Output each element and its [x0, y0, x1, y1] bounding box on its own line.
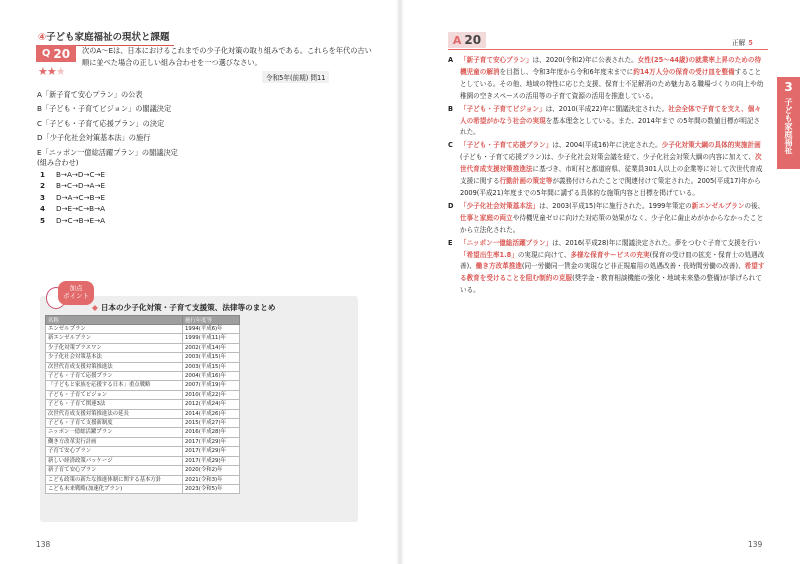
- table-cell-year: 2003(平成15)年: [183, 353, 240, 362]
- combo-number: 1: [40, 170, 46, 179]
- table-cell-year: 2020(令和2)年: [183, 466, 240, 475]
- highlight-text: 行動計画の策定等: [499, 177, 553, 186]
- combo-sequence: D→C→B→E→A: [56, 215, 106, 225]
- explanation-b: [448, 104, 766, 140]
- table-row: [46, 437, 240, 446]
- para-letter: A: [448, 56, 454, 64]
- highlight-text: 「子ども・子育てビジョン」: [460, 104, 546, 113]
- table-cell-year: 2016(平成28)年: [183, 428, 240, 437]
- page-number-left: 138: [36, 540, 51, 549]
- body-text: を基本理念としている。また、2014年まで の5年間の数値目標が明記された。: [460, 116, 761, 137]
- question-text: 次のA～Eは、日本におけるこれまでの少子化対策の取り組みである。これらを年代の古い順に並べた場合の正しい組み合わせを一つ選びなさい。: [82, 46, 372, 67]
- combo-number: 5: [40, 215, 46, 225]
- body-text: (子ども・子育て応援プラン)は、少子化社会対策会議を経て、少子化社会対策大綱の内容に加えて、: [460, 153, 756, 162]
- table-cell-name: 新しい経済政策パッケージ: [46, 456, 183, 465]
- stars-empty: ★: [55, 65, 65, 78]
- highlight-text: 「新子育て安心プラン」: [460, 56, 533, 64]
- body-text: (同一労働同一賃金の実現など非正規雇用の処遇改善・長時間労働の改善)、: [521, 262, 745, 271]
- question-options: [37, 88, 178, 160]
- combo-item: [40, 215, 105, 226]
- combo-sequence: B→A→D→C→E: [56, 170, 106, 179]
- table-cell-year: 2004(平成16)年: [183, 372, 240, 381]
- table-row: [46, 409, 240, 418]
- question-badge: [36, 45, 76, 62]
- book-spine: [396, 0, 404, 564]
- answer-badge: [448, 32, 486, 48]
- table-row: [46, 400, 240, 409]
- explanation-d: [448, 201, 766, 237]
- point-pill: [58, 281, 94, 305]
- table-cell-name: 新子育て安心プラン: [46, 466, 183, 475]
- table-header-row: [46, 316, 240, 325]
- explanation-e: [448, 238, 766, 298]
- combo-item: [40, 192, 105, 203]
- option-b: B「子ども・子育てビジョン」の閣議決定: [37, 104, 172, 114]
- combo-number: 2: [40, 181, 46, 191]
- body-text: は、2003(平成15)年に施行された。1999年策定の: [539, 201, 692, 210]
- correct-label: 正解: [732, 39, 746, 47]
- table-cell-year: 2010(平成22)年: [183, 390, 240, 399]
- table-cell-year: 2014(平成26)年: [183, 409, 240, 418]
- correct-answer: [732, 37, 753, 47]
- table-cell-name: 少子化対策プラスワン: [46, 343, 183, 352]
- highlight-text: 新エンゼルプラン: [691, 201, 745, 210]
- highlight-text: 「ニッポン一億総活躍プラン」: [460, 238, 553, 247]
- table-cell-name: 子ども・子育てビジョン: [46, 390, 183, 399]
- body-text: の実現に向けて、: [517, 250, 571, 259]
- table-row: [46, 362, 240, 371]
- combo-number: 3: [40, 192, 46, 202]
- table-row: [46, 484, 240, 493]
- chapter-side-tab: [777, 77, 800, 169]
- table-cell-year: 2003(平成15)年: [183, 362, 240, 371]
- explanation-c: [448, 140, 766, 200]
- point-badge: [46, 281, 94, 311]
- col-year: 施行年度等: [183, 316, 240, 325]
- correct-value: 5: [748, 39, 753, 47]
- table-cell-year: 2017(平成29)年: [183, 437, 240, 446]
- highlight-text: 次世代育成支援対策推進法: [460, 153, 762, 174]
- table-cell-name: 子ども・子育て応援プラン: [46, 372, 183, 381]
- body-text: は、2016(平成28)年に閣議決定された。夢をつむぐ子育て支援を行い: [552, 238, 761, 247]
- col-name: 名称: [46, 316, 183, 325]
- point-badge-line1: 加点: [69, 284, 83, 292]
- highlight-text: 社会全体で子育てを支え、個々人の希望がかなう社会の実現: [460, 104, 761, 125]
- highlight-text: 希望する教育を受けることを阻む制約の克服: [460, 262, 765, 283]
- highlight-text: 「少子化社会対策基本法」: [460, 201, 540, 210]
- answer-number: 20: [464, 33, 482, 47]
- chapter-label: 子ども家庭福祉: [784, 98, 793, 154]
- table-cell-year: 2021(令和3)年: [183, 475, 240, 484]
- combo-sequence: B→C→D→A→E: [56, 181, 106, 191]
- table-row: [46, 343, 240, 352]
- table-cell-year: 2017(平成29)年: [183, 456, 240, 465]
- a-mark: A: [452, 33, 462, 47]
- table-row: [46, 325, 240, 334]
- combo-title: (組み合わせ): [37, 158, 79, 167]
- table-row: [46, 447, 240, 456]
- law-table: [45, 315, 240, 494]
- section-title: [36, 28, 174, 46]
- question-number: 20: [53, 46, 71, 61]
- point-title-text: 日本の少子化対策・子育て支援策、法律等のまとめ: [100, 303, 276, 312]
- exam-tag: 令和5年(前期) 問11: [262, 71, 329, 83]
- combo-number: 4: [40, 204, 46, 214]
- table-row: [46, 475, 240, 484]
- table-cell-name: 次世代育成支援対策推進法の延長: [46, 409, 183, 418]
- para-letter: C: [448, 141, 453, 150]
- body-text: や待機児童ゼロに向けた対応策の効果がなく、少子化に歯止めがかからなかったことから立法化された。: [460, 213, 764, 234]
- highlight-text: 仕事と家庭の両立: [460, 213, 513, 222]
- point-badge-line2: ポイント: [63, 292, 89, 300]
- body-text: を目指し、令和3年度から令和6年度末までに: [499, 67, 634, 76]
- table-cell-year: 2017(平成29)年: [183, 447, 240, 456]
- highlight-text: 約14万人分の保育の受け皿を整備: [633, 67, 735, 76]
- table-cell-year: 1999(平成11)年: [183, 334, 240, 343]
- body-text: (保育の受け皿の拡充・保育士の処遇改善)、: [460, 250, 765, 271]
- body-text: (奨学金・教育相談機能の強化・地域未来塾の整備)が挙げられている。: [460, 274, 762, 295]
- body-text: が義務付けられたことで関連付けて策定された。2005(平成17)年から2009(平成21)年度までの5年間に講ずる具体的な施策内容と目標を掲げている。: [460, 177, 761, 197]
- page-number-right: 139: [748, 540, 763, 549]
- highlight-text: 「子ども・子育て応援プラン」: [460, 141, 553, 150]
- section-number: ④: [38, 32, 47, 43]
- table-cell-name: エンゼルプラン: [46, 325, 183, 334]
- body-text: することとしている。その他、地域の特性に応じた支援、保育士不足解消のため魅力ある職場づくりの向上や幼稚園の空きスペースの活用等の子育て資源の活用を推進している。: [460, 67, 764, 100]
- combo-item: [40, 203, 105, 214]
- combo-item: [40, 169, 105, 180]
- table-cell-name: こども未来戦略(加速化プラン): [46, 484, 183, 493]
- combo-list: [40, 169, 105, 226]
- highlight-text: 多様な保育サービスの充実: [570, 250, 650, 259]
- highlight-text: 少子化対策大綱の具体的実施計画: [661, 141, 761, 150]
- table-cell-name: 新エンゼルプラン: [46, 334, 183, 343]
- option-c: C「子ども・子育て応援プラン」の決定: [37, 118, 165, 128]
- table-row: [46, 428, 240, 437]
- table-cell-name: 子育て安心プラン: [46, 447, 183, 456]
- highlight-text: 女性(25～44歳)の就業率上昇のための待機児童の解消: [460, 56, 762, 76]
- explanation-a: [448, 55, 766, 103]
- combo-sequence: D→A→C→B→E: [56, 192, 106, 202]
- table-row: [46, 372, 240, 381]
- body-text: は、2020(令和2)年に公表された。: [532, 56, 638, 64]
- table-cell-year: 2015(平成27)年: [183, 419, 240, 428]
- table-row: [46, 390, 240, 399]
- para-letter: D: [448, 201, 454, 210]
- table-cell-year: 2023(令和5)年: [183, 484, 240, 493]
- table-cell-year: 2007(平成19)年: [183, 381, 240, 390]
- answer-rule: [448, 49, 768, 50]
- highlight-text: 「希望出生率1.8」: [460, 250, 518, 259]
- para-letter: B: [448, 104, 454, 113]
- table-cell-name: ニッポン一億総活躍プラン: [46, 428, 183, 437]
- q-mark: Q: [41, 48, 51, 59]
- table-row: [46, 456, 240, 465]
- difficulty-stars: [38, 65, 65, 78]
- chapter-number: 3: [784, 80, 793, 94]
- table-cell-name: 働き方改革実行計画: [46, 437, 183, 446]
- table-cell-year: 2002(平成14)年: [183, 343, 240, 352]
- body-text: は、2004(平成16)年に決定された。: [552, 141, 662, 150]
- table-cell-name: 子ども・子育て関連3法: [46, 400, 183, 409]
- combo-sequence: D→E→C→B→A: [56, 204, 106, 214]
- body-text: に基づき、市町村と都道府県、従業員301人以上の企業等に対して次世代育成支援に関する: [460, 165, 763, 186]
- combo-item: [40, 180, 105, 191]
- table-row: [46, 334, 240, 343]
- section-title-text: 子ども家庭福祉の現状と課題: [46, 32, 170, 43]
- law-table-body: [46, 325, 240, 494]
- explanations: [448, 55, 766, 298]
- table-row: [46, 419, 240, 428]
- table-cell-year: 1994(平成6)年: [183, 325, 240, 334]
- option-d: D「少子化社会対策基本法」の施行: [37, 133, 151, 143]
- table-cell-name: 「子どもと家族を応援する日本」重点戦略: [46, 381, 183, 390]
- table-cell-name: 少子化社会対策基本法: [46, 353, 183, 362]
- option-a: A「新子育て安心プラン」の公表: [37, 90, 143, 99]
- stars-filled: ★★: [38, 65, 56, 78]
- table-cell-name: 子ども・子育て支援新制度: [46, 419, 183, 428]
- table-row: [46, 353, 240, 362]
- point-title: [92, 302, 276, 313]
- table-row: [46, 381, 240, 390]
- table-cell-name: 次世代育成支援対策推進法: [46, 362, 183, 371]
- body-text: の後、: [744, 201, 765, 210]
- table-cell-year: 2012(平成24)年: [183, 400, 240, 409]
- diamond-icon: ◆: [92, 303, 98, 312]
- table-cell-name: こども政策の新たな推進体制に関する基本方針: [46, 475, 183, 484]
- para-letter: E: [448, 238, 453, 247]
- highlight-text: 働き方改革推進: [475, 262, 522, 271]
- table-row: [46, 466, 240, 475]
- option-e: E「ニッポン一億総活躍プラン」の閣議決定: [37, 147, 178, 157]
- body-text: は、2010(平成22)年に閣議決定された。: [545, 104, 669, 113]
